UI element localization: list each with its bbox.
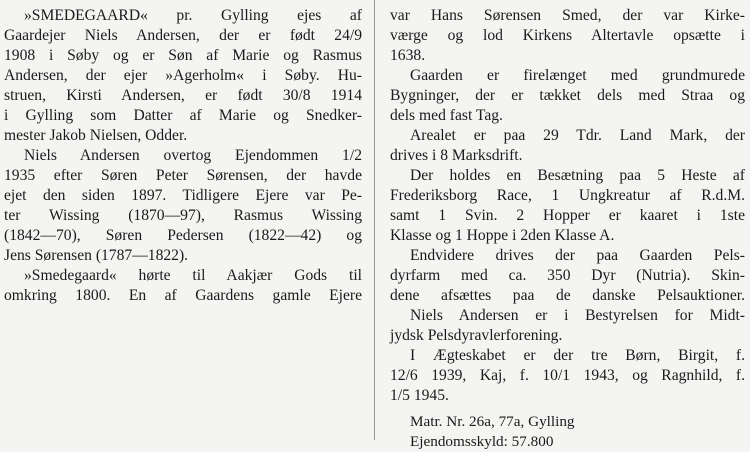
text-line: Endvidere drives der paa Gaarden Pels-: [410, 247, 745, 264]
text-line: »Smedegaard« hørte til Aakjær Gods til: [24, 267, 362, 284]
text-line: var Hans Sørensen Smed, der var Kirke-: [390, 7, 745, 24]
text-line: 1908 i Søby og er Søn af Marie og Rasmus: [4, 47, 362, 64]
matr-number: Matr. Nr. 26a, 77a, Gylling: [410, 413, 575, 430]
text-line: Gaardejer Niels Andersen, der er født 24/9: [4, 27, 362, 44]
text-line: dels med fast Tag.: [390, 107, 503, 124]
text-line: 12/6 1939, Kaj, f. 10/1 1943, og Ragnhild, f.: [390, 367, 745, 384]
text-line: mester Jakob Nielsen, Odder.: [4, 127, 188, 144]
text-line: 1/5 1945.: [390, 387, 449, 404]
text-line: Arealet er paa 29 Tdr. Land Mark, der: [410, 127, 745, 144]
text-line: Jens Sørensen (1787—1822).: [4, 247, 189, 264]
text-line: drives i 8 Marksdrift.: [390, 147, 523, 164]
text-line: i Gylling som Datter af Marie og Snedker-: [4, 107, 362, 124]
text-line: »SMEDEGAARD« pr. Gylling ejes af: [24, 7, 362, 24]
text-line: samt 1 Svin. 2 Hopper er kaaret i 1ste: [390, 207, 745, 224]
text-line: Niels Andersen er i Bestyrelsen for Midt-: [410, 307, 745, 324]
text-line: Bygninger, der er tækket dels med Straa og: [390, 87, 745, 104]
text-line: ter Wissing (1870—97), Rasmus Wissing: [4, 207, 362, 224]
text-line: Frederiksborg Race, 1 Ungkreatur af R.d.M.: [390, 187, 745, 204]
text-line: værge og lod Kirkens Altertavle opsætte i: [390, 27, 745, 44]
text-line: jydsk Pelsdyravlerforening.: [390, 327, 563, 344]
property-tax-value: Ejendomsskyld: 57.800: [410, 433, 554, 450]
text-line: struen, Kirsti Andersen, er født 30/8 1914: [4, 87, 362, 104]
right-column: [390, 6, 745, 452]
text-line: dene afsættes paa de danske Pelsauktioner.: [390, 287, 745, 304]
text-line: Gaarden er firelænget med grundmurede: [410, 67, 745, 84]
text-line: ejet den siden 1897. Tidligere Ejere var Pe-: [4, 187, 362, 204]
text-line: 1935 efter Søren Peter Sørensen, der havde: [4, 167, 362, 184]
text-line: Der holdes en Besætning paa 5 Heste af: [410, 167, 745, 184]
text-line: (1842—70), Søren Pedersen (1822—42) og: [4, 227, 362, 244]
text-line: dyrfarm med ca. 350 Dyr (Nutria). Skin-: [390, 267, 745, 284]
text-line: Klasse og 1 Hoppe i 2den Klasse A.: [390, 227, 615, 244]
property-footer: [390, 412, 745, 452]
text-line: omkring 1800. En af Gaardens gamle Ejere: [4, 287, 362, 304]
text-line: 1638.: [390, 47, 426, 64]
text-line: I Ægteskabet er der tre Børn, Birgit, f.: [410, 347, 745, 364]
text-line: Andersen, der ejer »Agerholm« i Søby. Hu-: [4, 67, 362, 84]
text-line: Niels Andersen overtog Ejendommen 1/2: [24, 147, 362, 164]
left-column: [4, 6, 362, 306]
column-divider: [374, 0, 375, 440]
